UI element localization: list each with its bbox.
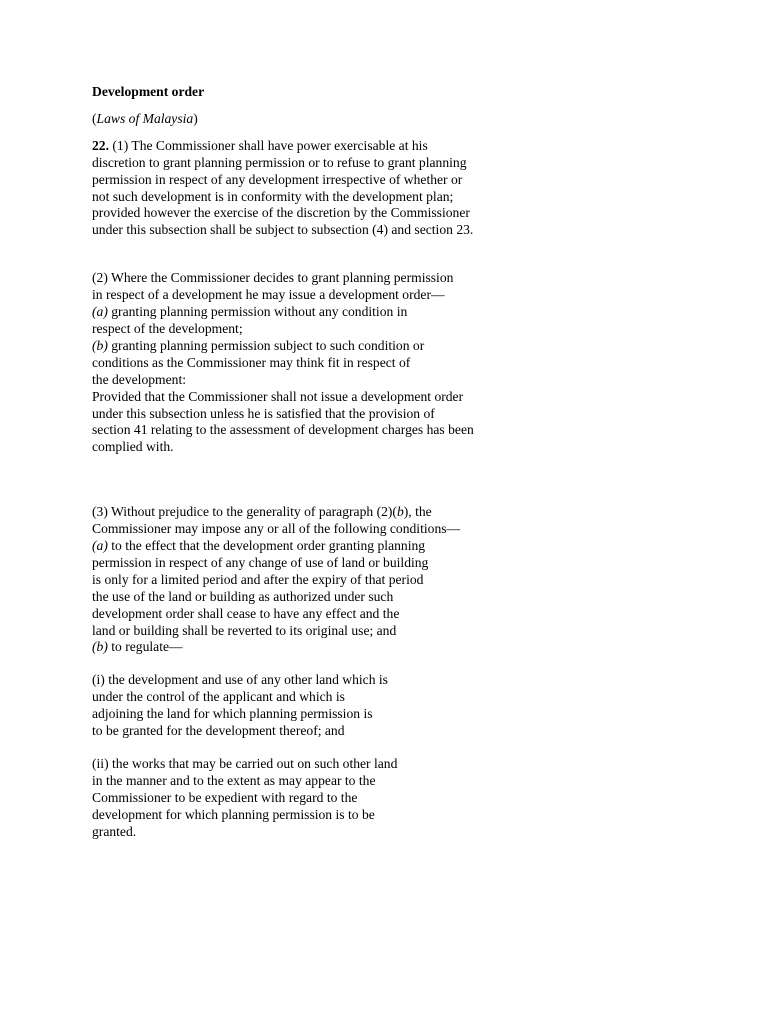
subparagraph-i-line: under the control of the applicant and which is: [92, 689, 345, 705]
paragraph-a: [92, 304, 732, 321]
spacer: [92, 656, 732, 672]
text-run: granting planning permission subject to such condition or: [107, 337, 425, 353]
subsection-1-line: permission in respect of any development irrespective of whether or: [92, 171, 463, 187]
section-number: 22.: [92, 137, 109, 153]
paragraph-marker: (b): [92, 639, 108, 655]
subparagraph-ii-line: in the manner and to the extent as may appear to the: [92, 772, 376, 788]
proviso-line: under this subsection unless he is satisfied that the provision of: [92, 405, 435, 421]
text-run: granting planning permission without any condition in: [107, 304, 408, 320]
subsection-1-line: [92, 138, 732, 155]
document-title: Development order: [92, 84, 205, 99]
subparagraph-ii-line: granted.: [92, 823, 137, 839]
subsection-3-line: [92, 504, 732, 521]
paragraph-a: [92, 538, 732, 555]
subsection-1-line: under this subsection shall be subject to subsection (4) and section 23.: [92, 222, 474, 238]
subsection-3-line: Commissioner may impose any or all of the following conditions—: [92, 521, 461, 537]
spacer: [92, 239, 732, 270]
spacer: [92, 740, 732, 756]
document-page: [92, 84, 732, 841]
spacer: [92, 128, 732, 138]
subparagraph-ii-line: development for which planning permission is to be: [92, 806, 375, 822]
citation-close-paren: ): [193, 110, 198, 126]
subparagraph-i-line: (i) the development and use of any other land which is: [92, 672, 388, 688]
paragraph-marker: (a): [92, 304, 108, 320]
paragraph-a-line: permission in respect of any change of use of land or building: [92, 554, 429, 570]
subparagraph-ii-line: Commissioner to be expedient with regard to the: [92, 789, 358, 805]
citation-open-paren: (: [92, 110, 97, 126]
text-run: to regulate—: [107, 639, 183, 655]
subsection-1-line: discretion to grant planning permission or to refuse to grant planning: [92, 154, 467, 170]
paragraph-b: [92, 338, 732, 355]
subparagraph-i-line: adjoining the land for which planning permission is: [92, 706, 373, 722]
paragraph-b: [92, 639, 732, 656]
text-run-italic: b: [396, 504, 404, 520]
subparagraph-ii-line: (ii) the works that may be carried out on such other land: [92, 756, 398, 771]
subparagraph-i-line: to be granted for the development thereof; and: [92, 723, 345, 739]
paragraph-a-line: land or building shall be reverted to its original use; and: [92, 622, 397, 638]
subsection-1: [92, 138, 732, 239]
paragraph-b-line: conditions as the Commissioner may think fit in respect of: [92, 354, 411, 370]
proviso-line: complied with.: [92, 439, 174, 455]
text-run: to the effect that the development order granting planning: [107, 538, 426, 554]
paragraph-marker: (a): [92, 538, 108, 554]
subsection-1-line: provided however the exercise of the discretion by the Commissioner: [92, 205, 470, 221]
source-citation: [92, 111, 732, 128]
paragraph-marker: (b): [92, 337, 108, 353]
subsection-2-line: (2) Where the Commissioner decides to grant planning permission: [92, 270, 454, 286]
spacer: [92, 101, 732, 111]
subsection-2-line: in respect of a development he may issue a development order—: [92, 287, 445, 303]
proviso-line: Provided that the Commissioner shall not issue a development order: [92, 388, 464, 404]
paragraph-a-line: respect of the development;: [92, 320, 243, 336]
paragraph-a-line: the use of the land or building as authorized under such: [92, 588, 394, 604]
text-run: (3) Without prejudice to the generality of paragraph (2)(: [92, 504, 397, 520]
spacer: [92, 456, 732, 504]
paragraph-a-line: development order shall cease to have any effect and the: [92, 605, 400, 621]
paragraph-a-line: is only for a limited period and after the expiry of that period: [92, 571, 424, 587]
text-run: (1) The Commissioner shall have power exercisable at his: [109, 137, 428, 153]
text-run: ), the: [403, 504, 432, 520]
citation-name: Laws of Malaysia: [96, 110, 194, 126]
paragraph-b-line: the development:: [92, 371, 186, 387]
proviso-line: section 41 relating to the assessment of development charges has been: [92, 422, 474, 438]
subsection-3: [92, 504, 732, 840]
subsection-2: [92, 270, 732, 456]
subsection-1-line: not such development is in conformity with the development plan;: [92, 188, 454, 204]
